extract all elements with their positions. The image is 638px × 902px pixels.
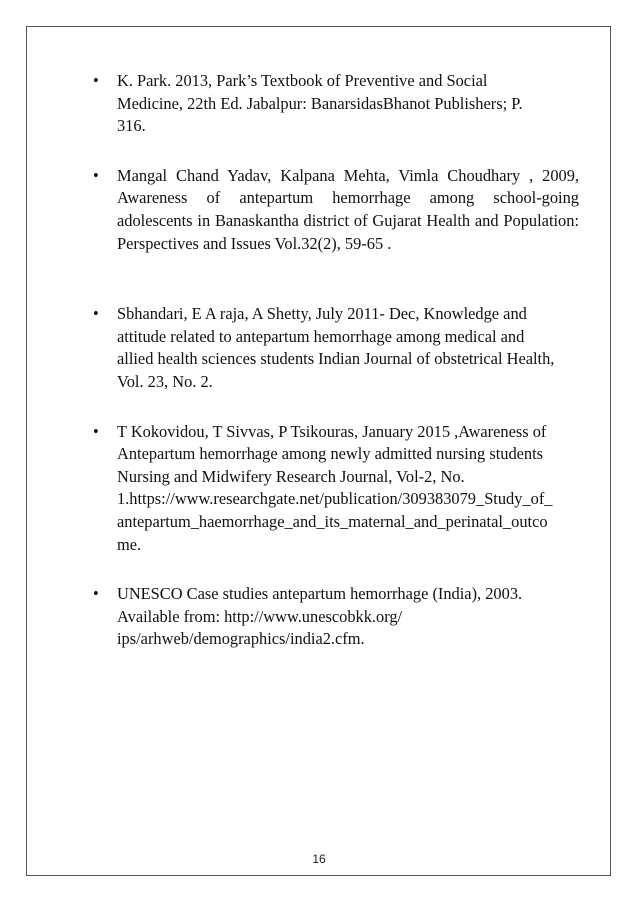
reference-1-line-2: Medicine, 22th Ed. Jabalpur: BanarsidasBhanot Publishers; P. xyxy=(117,93,523,113)
reference-item-2 xyxy=(93,165,579,255)
reference-list xyxy=(93,70,579,651)
reference-4-line-4: 1.https://www.researchgate.net/publication/309383079_Study_of_ xyxy=(117,489,553,509)
reference-item-3 xyxy=(93,303,579,393)
bullet: • xyxy=(93,421,99,441)
reference-3-line-4: Vol. 23, No. 2. xyxy=(117,371,213,391)
reference-4-line-6: me. xyxy=(117,534,142,554)
reference-2-text: Mangal Chand Yadav, Kalpana Mehta, Vimla Choudhary , 2009, Awareness of antepartum hemorrhage among school-going adolescents in Banaskantha district of Gujarat Health and Population: Perspectives and Issues Vol.32(2), 59-65 . xyxy=(117,165,579,253)
spacer xyxy=(93,255,579,303)
bullet: • xyxy=(93,584,99,604)
reference-5-line-2: Available from: http://www.unescobkk.org/ xyxy=(117,606,403,626)
reference-1-line-3: 316. xyxy=(117,116,146,136)
reference-3-line-1: Sbhandari, E A raja, A Shetty, July 2011- Dec, Knowledge and xyxy=(117,304,527,324)
bullet: • xyxy=(93,165,99,185)
reference-4-line-3: Nursing and Midwifery Research Journal, Vol-2, No. xyxy=(117,466,465,486)
reference-5-line-3: ips/arhweb/demographics/india2.cfm. xyxy=(117,629,365,649)
reference-1-line-1: K. Park. 2013, Park’s Textbook of Preventive and Social xyxy=(117,71,488,90)
reference-3-line-3: allied health sciences students Indian Journal of obstetrical Health, xyxy=(117,349,555,369)
reference-item-4 xyxy=(93,421,579,557)
reference-item-5 xyxy=(93,583,579,651)
reference-4-line-2: Antepartum hemorrhage among newly admitted nursing students xyxy=(117,444,544,464)
spacer xyxy=(93,556,579,583)
reference-4-line-5: antepartum_haemorrhage_and_its_maternal_and_perinatal_outco xyxy=(117,511,548,531)
spacer xyxy=(93,138,579,165)
spacer xyxy=(93,394,579,421)
reference-4-line-1: T Kokovidou, T Sivvas, P Tsikouras, January 2015 ,Awareness of xyxy=(117,421,547,441)
bullet: • xyxy=(93,71,99,90)
bullet: • xyxy=(93,304,99,324)
page-number: 16 xyxy=(312,852,326,866)
reference-3-line-2: attitude related to antepartum hemorrhage among medical and xyxy=(117,326,525,346)
reference-5-line-1: UNESCO Case studies antepartum hemorrhage (India), 2003. xyxy=(117,584,523,604)
reference-item-1 xyxy=(93,70,579,138)
